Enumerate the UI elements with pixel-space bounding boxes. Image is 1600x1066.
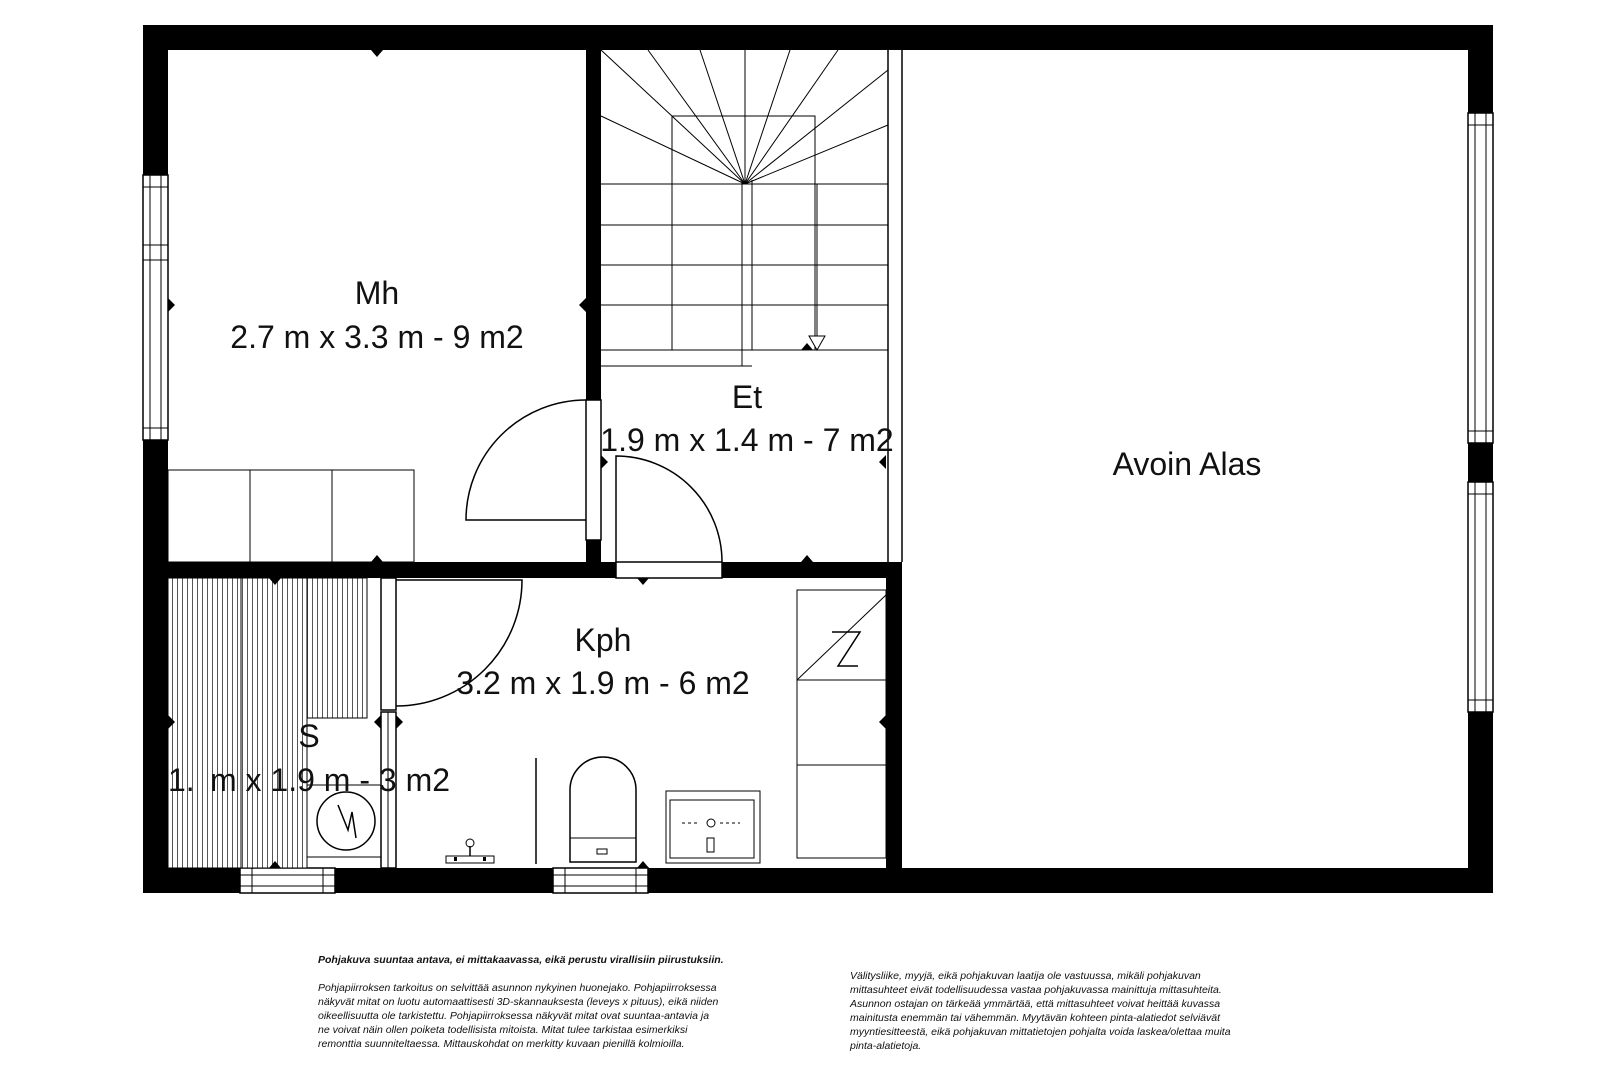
disclaimer-left-line: oikeellisuutta ole tarkistettu. Pohjapiirroksessa näkyvät mitat ovat suuntaa-antavia ja: [318, 1010, 710, 1022]
shower-zigzag-unit: [797, 590, 886, 858]
toilet: [570, 757, 636, 862]
room-name-kph: Kph: [574, 622, 632, 658]
disclaimer-left-line: remonttia suunniteltaessa. Mittauskohdat on merkitty kuvaan pienillä kolmioilla.: [318, 1038, 685, 1050]
door-et: [616, 456, 722, 578]
sauna-benches: [168, 578, 367, 868]
room-dims-et: 1.9 m x 1.4 m - 7 m2: [600, 422, 894, 458]
disclaimer-right-line: pinta-alatietoja.: [850, 1040, 922, 1052]
disclaimer-right-line: mainitusta enemmän tai vähemmän. Myytävän kohteen pinta-alatiedot selviävät: [850, 1012, 1221, 1024]
stair-railing: [888, 50, 902, 562]
room-name-et: Et: [731, 379, 763, 415]
room-name-s: S: [298, 718, 320, 754]
room-dims-kph: 3.2 m x 1.9 m - 6 m2: [456, 665, 750, 701]
room-dims-mh: 2.7 m x 3.3 m - 9 m2: [230, 319, 524, 355]
washbasin: [666, 791, 760, 863]
disclaimer-right-line: Välitysliike, myyjä, eikä pohjakuvan laatija ole vastuussa, mikäli pohjakuvan: [850, 970, 1201, 982]
disclaimer-right: [850, 969, 1300, 1053]
staircase: [601, 50, 888, 366]
room-dims-s: 1. m x 1.9 m - 3 m2: [167, 762, 451, 798]
disclaimer-title: Pohjakuva suuntaa antava, ei mittakaavassa, eikä perustu virallisiin piirustuksiin.: [318, 954, 724, 966]
disclaimer-right-line: myyntiesitteestä, eikä pohjakuvan mittatietojen pohjalta voida laskea/olettaa muita: [850, 1026, 1231, 1038]
wardrobe: [168, 470, 414, 562]
disclaimer-right-line: Asunnon ostajan on tärkeää ymmärtää, että mittasuhteet voivat heittää kuvassa: [850, 998, 1221, 1010]
disclaimer-right-line: mittasuhteet eivät todellisuudessa vastaa pohjakuvassa mainittuja mittasuhteita.: [850, 984, 1222, 996]
door-mh: [466, 400, 601, 540]
disclaimer-left-line: Pohjapiirroksen tarkoitus on selvittää asunnon nykyinen huonejako. Pohjapiirroksessa: [318, 982, 717, 994]
disclaimer-left: [318, 953, 778, 1051]
floor-drain: [446, 839, 494, 863]
disclaimer-left-line: ne voivat näin ollen poiketa todellisista mitoista. Mitat tulee tarkistaa esimerkiksi: [318, 1024, 688, 1036]
disclaimer-left-line: näkyvät mitat on luotu automaattisesti 3D-skannauksesta (leveys x pituus), eikä niiden: [318, 996, 719, 1008]
room-name-mh: Mh: [354, 275, 400, 311]
room-name-open: Avoin Alas: [1112, 446, 1262, 482]
